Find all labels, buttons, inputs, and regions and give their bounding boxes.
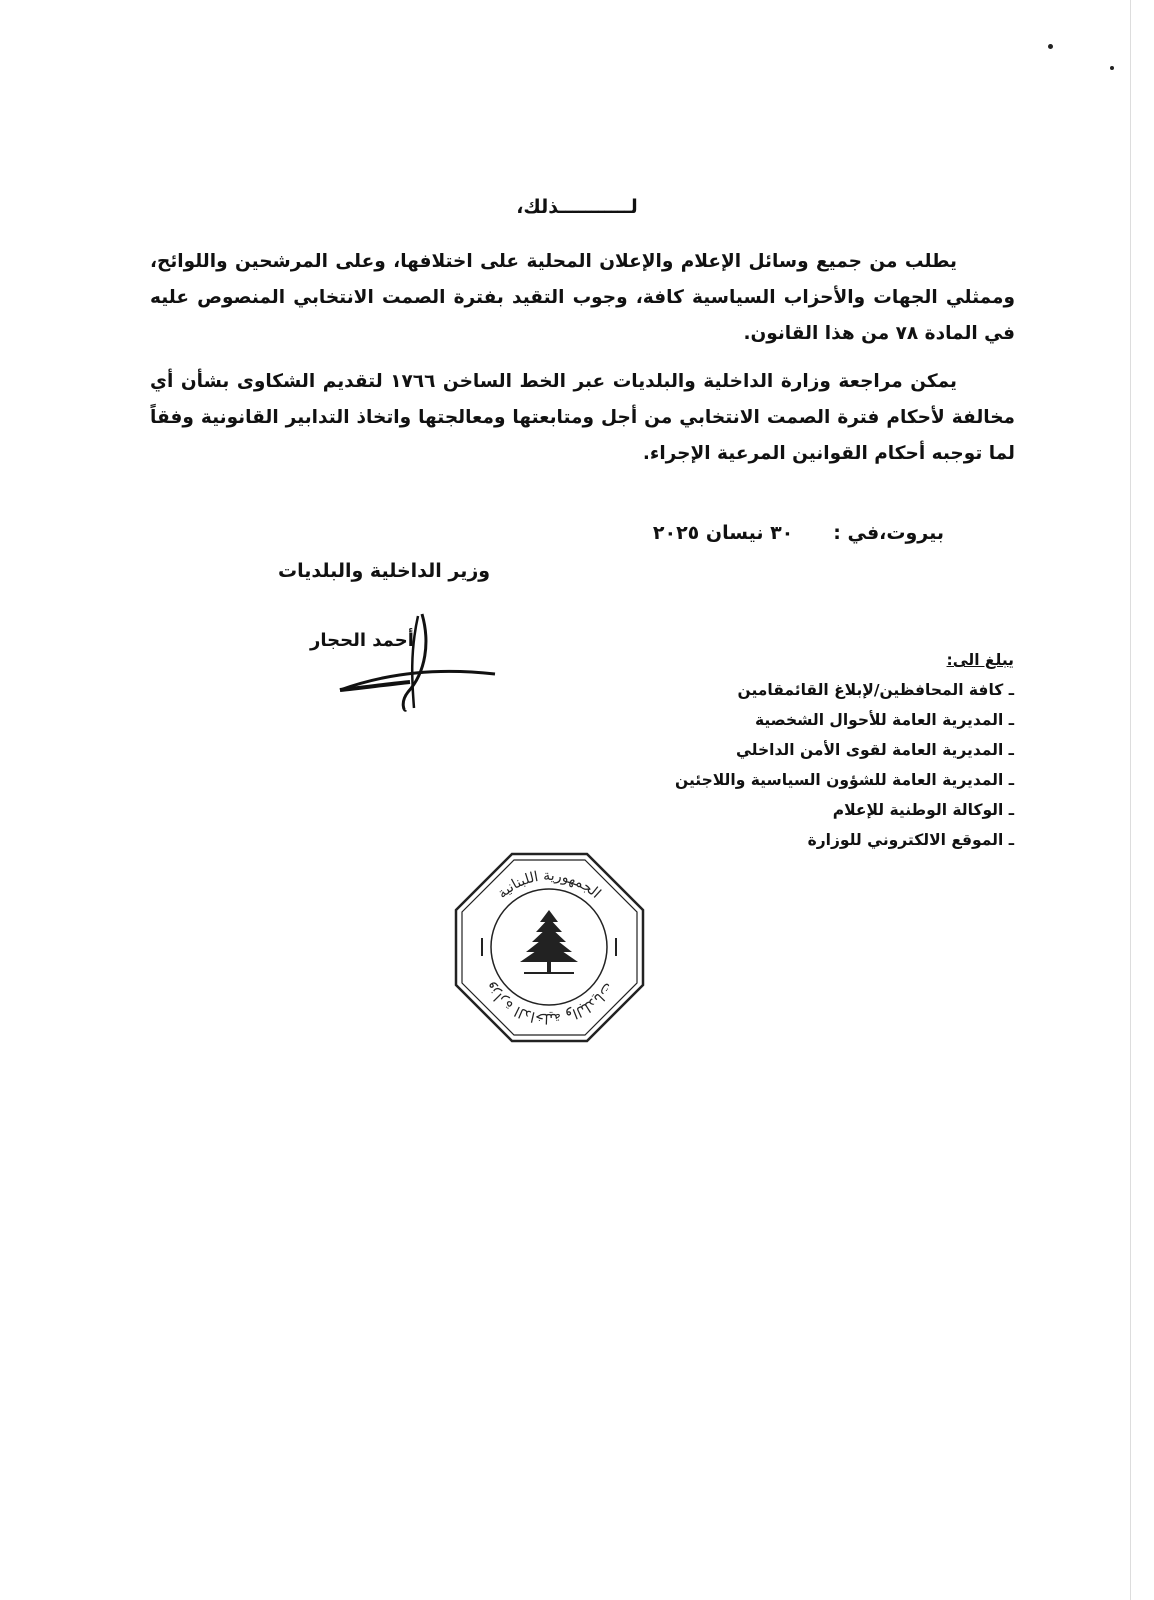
distribution-item: ـ المديرية العامة لقوى الأمن الداخلي (735, 741, 1014, 759)
distribution-item: ـ الوكالة الوطنية للإعلام (832, 801, 1014, 819)
paragraph-hotline (150, 364, 1015, 472)
seal-top-text: الجمهورية اللبنانية (494, 867, 604, 902)
minister-title: وزير الداخلية والبلديات (278, 560, 491, 582)
svg-text:وزارة الداخلية والبلديات (482, 979, 617, 1026)
distribution-item: ـ كافة المحافظين/لإبلاغ القائمقامين (737, 681, 1014, 699)
scan-speck (1110, 66, 1114, 70)
distribution-item: ـ المديرية العامة للأحوال الشخصية (754, 711, 1014, 729)
distribution-title: يبلغ الى: (946, 651, 1014, 669)
paragraph-text: يطلب من جميع وسائل الإعلام والإعلان المحلية على اختلافها، وعلى المرشحين واللوائح، وممثلي الجهات والأحزاب السياسية كافة، وجوب التقيد بفترة الصمت الانتخابي المنصوص عليه في المادة ٧٨ من هذا القانون. (150, 251, 1015, 344)
date-line (653, 522, 944, 544)
cedar-tree-icon (520, 910, 578, 974)
svg-text:الجمهورية اللبنانية (495, 868, 604, 902)
distribution-item: ـ الموقع الالكتروني للوزارة (807, 831, 1014, 849)
signature (330, 612, 510, 722)
paragraph-media-silence (150, 244, 1015, 352)
paragraph-text: يمكن مراجعة وزارة الداخلية والبلديات عبر الخط الساخن ١٧٦٦ لتقديم الشكاوى بشأن أي مخالفة لأحكام فترة الصمت الانتخابي من أجل ومتابعتها ومعالجتها واتخاذ التدابير القانونية وفقاً لما توجبه أحكام القوانين المرعية الإجراء. (150, 371, 1015, 464)
date-value: ٣٠ نيسان ٢٠٢٥ (652, 522, 794, 544)
section-heading: لـــــــــــذلك، (516, 196, 638, 218)
date-label: بيروت،في : (833, 522, 944, 544)
distribution-list (675, 645, 1014, 855)
minister-name: أحمد الحجار (310, 630, 414, 651)
distribution-item: ـ المديرية العامة للشؤون السياسية واللاجئين (675, 771, 1014, 789)
seal-bottom-text: وزارة الداخلية والبلديات (481, 979, 617, 1027)
scan-speck (1048, 44, 1053, 49)
ministry-seal (452, 850, 647, 1045)
